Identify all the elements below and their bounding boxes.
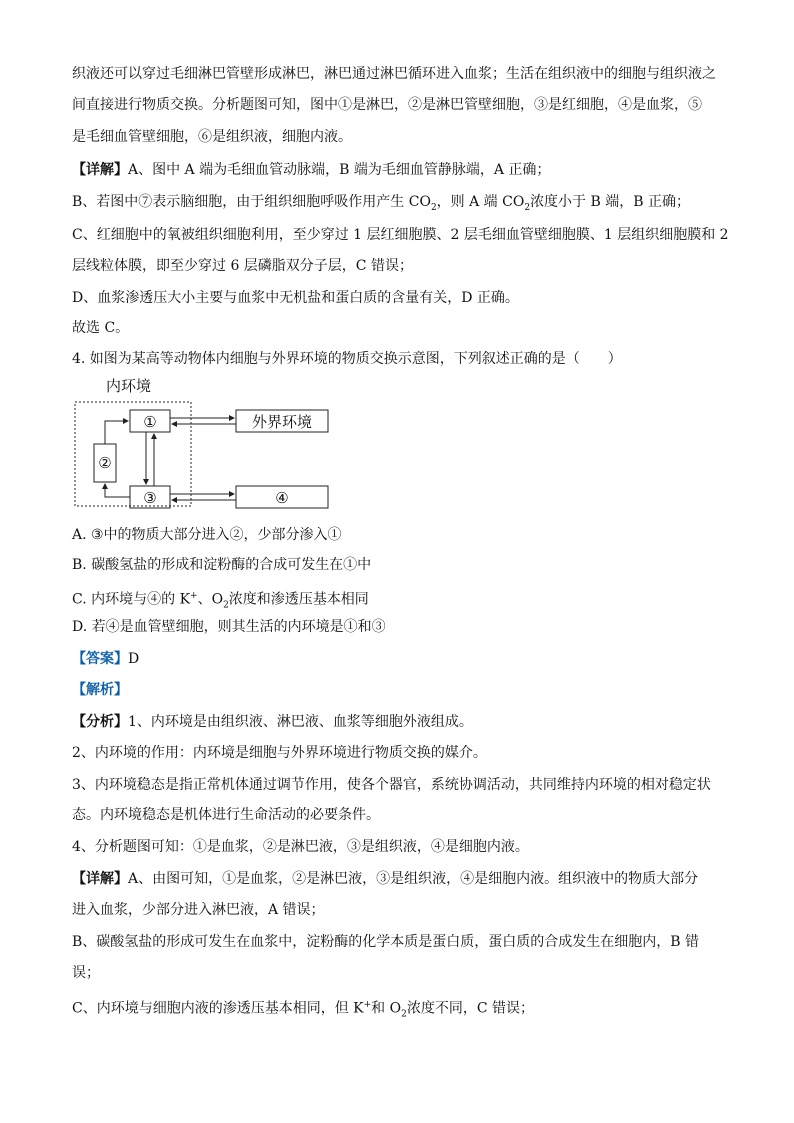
analysis-line xyxy=(72,712,473,732)
analysis-line: 4、分析题图可知：①是血浆，②是淋巴液，③是组织液，④是细胞内液。 xyxy=(72,839,529,855)
text-segment: 浓度和渗透压基本相同 xyxy=(228,591,369,608)
analysis-heading xyxy=(72,680,128,700)
option-b: B. 碳酸氢盐的形成和淀粉酶的合成可发生在①中 xyxy=(72,557,372,573)
text-line: 间直接进行物质交换。分析题图可知，图中①是淋巴，②是淋巴管壁细胞，③是红细胞，④是血浆，⑤ xyxy=(72,97,702,113)
text-segment: ，则 A 端 CO xyxy=(436,194,525,210)
option-c xyxy=(72,586,369,615)
analysis-line: 3、内环境稳态是指正常机体通过调节作用，使各个器官，系统协调活动，共同维持内环境的相对稳定状 xyxy=(72,777,711,793)
analysis-line: 2、内环境的作用：内环境是细胞与外界环境进行物质交换的媒介。 xyxy=(72,745,487,761)
detail-text: A、图中 A 端为毛细血管动脉端，B 端为毛细血管静脉端，A 正确； xyxy=(128,162,551,178)
text-segment: B、若图中⑦表示脑细胞，由于组织细胞呼吸作用产生 CO xyxy=(72,194,431,210)
subscript: 2 xyxy=(524,202,531,213)
diagram-title: 内环境 xyxy=(106,377,152,395)
outer-environment-label: 外界环境 xyxy=(251,413,313,431)
analysis-text: 1、内环境是由组织液、淋巴液、血浆等细胞外液组成。 xyxy=(128,714,473,730)
subscript: 2 xyxy=(223,600,229,611)
text-segment: C、内环境与细胞内液的渗透压基本相同，但 K xyxy=(72,1000,364,1017)
answer-label: 【答案】 xyxy=(72,651,128,667)
text-line: C、红细胞中的氧被组织细胞利用，至少穿过 1 层红细胞膜、2 层毛细血管壁细胞膜、1 层组织细胞膜和 2 xyxy=(72,227,729,243)
superscript: + xyxy=(190,591,198,601)
text-segment: 浓度小于 B 端，B 正确； xyxy=(530,194,690,210)
box-2-label: ② xyxy=(98,454,112,472)
question-text: 4. 如图为某高等动物体内细胞与外界环境的物质交换示意图，下列叙述正确的是（ ） xyxy=(72,351,622,367)
box-1-label: ① xyxy=(143,413,157,431)
text-segment: 和 O xyxy=(371,1000,402,1017)
arrow-3-to-2 xyxy=(105,484,130,497)
detail-line xyxy=(72,869,698,889)
exchange-diagram xyxy=(72,374,372,514)
detail-label: 【详解】 xyxy=(72,871,128,887)
subscript: 2 xyxy=(430,202,437,213)
text-line: D、血浆渗透压大小主要与血浆中无机盐和蛋白质的含量有关，D 正确。 xyxy=(72,290,519,306)
detail-line xyxy=(72,160,550,180)
arrow-2-to-1 xyxy=(105,421,128,444)
detail-text: A、由图可知，①是血浆，②是淋巴液，③是组织液，④是细胞内液。组织液中的物质大部分 xyxy=(128,871,699,887)
box-3-label: ③ xyxy=(143,489,157,507)
option-d: D. 若④是血管壁细胞，则其生活的内环境是①和③ xyxy=(72,619,386,635)
box-4-label: ④ xyxy=(275,489,289,507)
detail-line: 误； xyxy=(72,965,100,981)
text-segment: 浓度不同，C 错误； xyxy=(406,1000,535,1017)
diagram-svg xyxy=(72,374,372,514)
detail-label: 【详解】 xyxy=(72,162,128,178)
text-segment: C. 内环境与④的 K xyxy=(72,591,191,608)
text-line: 故选 C。 xyxy=(72,320,130,336)
text-segment: 、O xyxy=(197,591,224,608)
superscript: + xyxy=(363,1000,372,1010)
text-line: 是毛细血管壁细胞，⑥是组织液，细胞内液。 xyxy=(72,129,352,145)
text-line-b xyxy=(72,192,690,218)
analysis-sub-label: 【分析】 xyxy=(72,714,128,730)
detail-line: 进入血浆，少部分进入淋巴液，A 错误； xyxy=(72,902,325,918)
detail-line: B、碳酸氢盐的形成可发生在血浆中，淀粉酶的化学本质是蛋白质，蛋白质的合成发生在细胞内，B 错 xyxy=(72,934,700,950)
detail-line-c xyxy=(72,995,534,1024)
analysis-line: 态。内环境稳态是机体进行生命活动的必要条件。 xyxy=(72,807,380,823)
option-a: A. ③中的物质大部分进入②，少部分渗入① xyxy=(72,527,342,543)
answer-value: D xyxy=(128,651,140,667)
subscript: 2 xyxy=(401,1009,407,1020)
text-line: 织液还可以穿过毛细淋巴管壁形成淋巴，淋巴通过淋巴循环进入血浆；生活在组织液中的细胞与组织液之 xyxy=(72,66,716,82)
text-line: 层线粒体膜，即至少穿过 6 层磷脂双分子层，C 错误； xyxy=(72,258,413,274)
analysis-label: 【解析】 xyxy=(72,682,128,698)
answer-line xyxy=(72,649,139,669)
